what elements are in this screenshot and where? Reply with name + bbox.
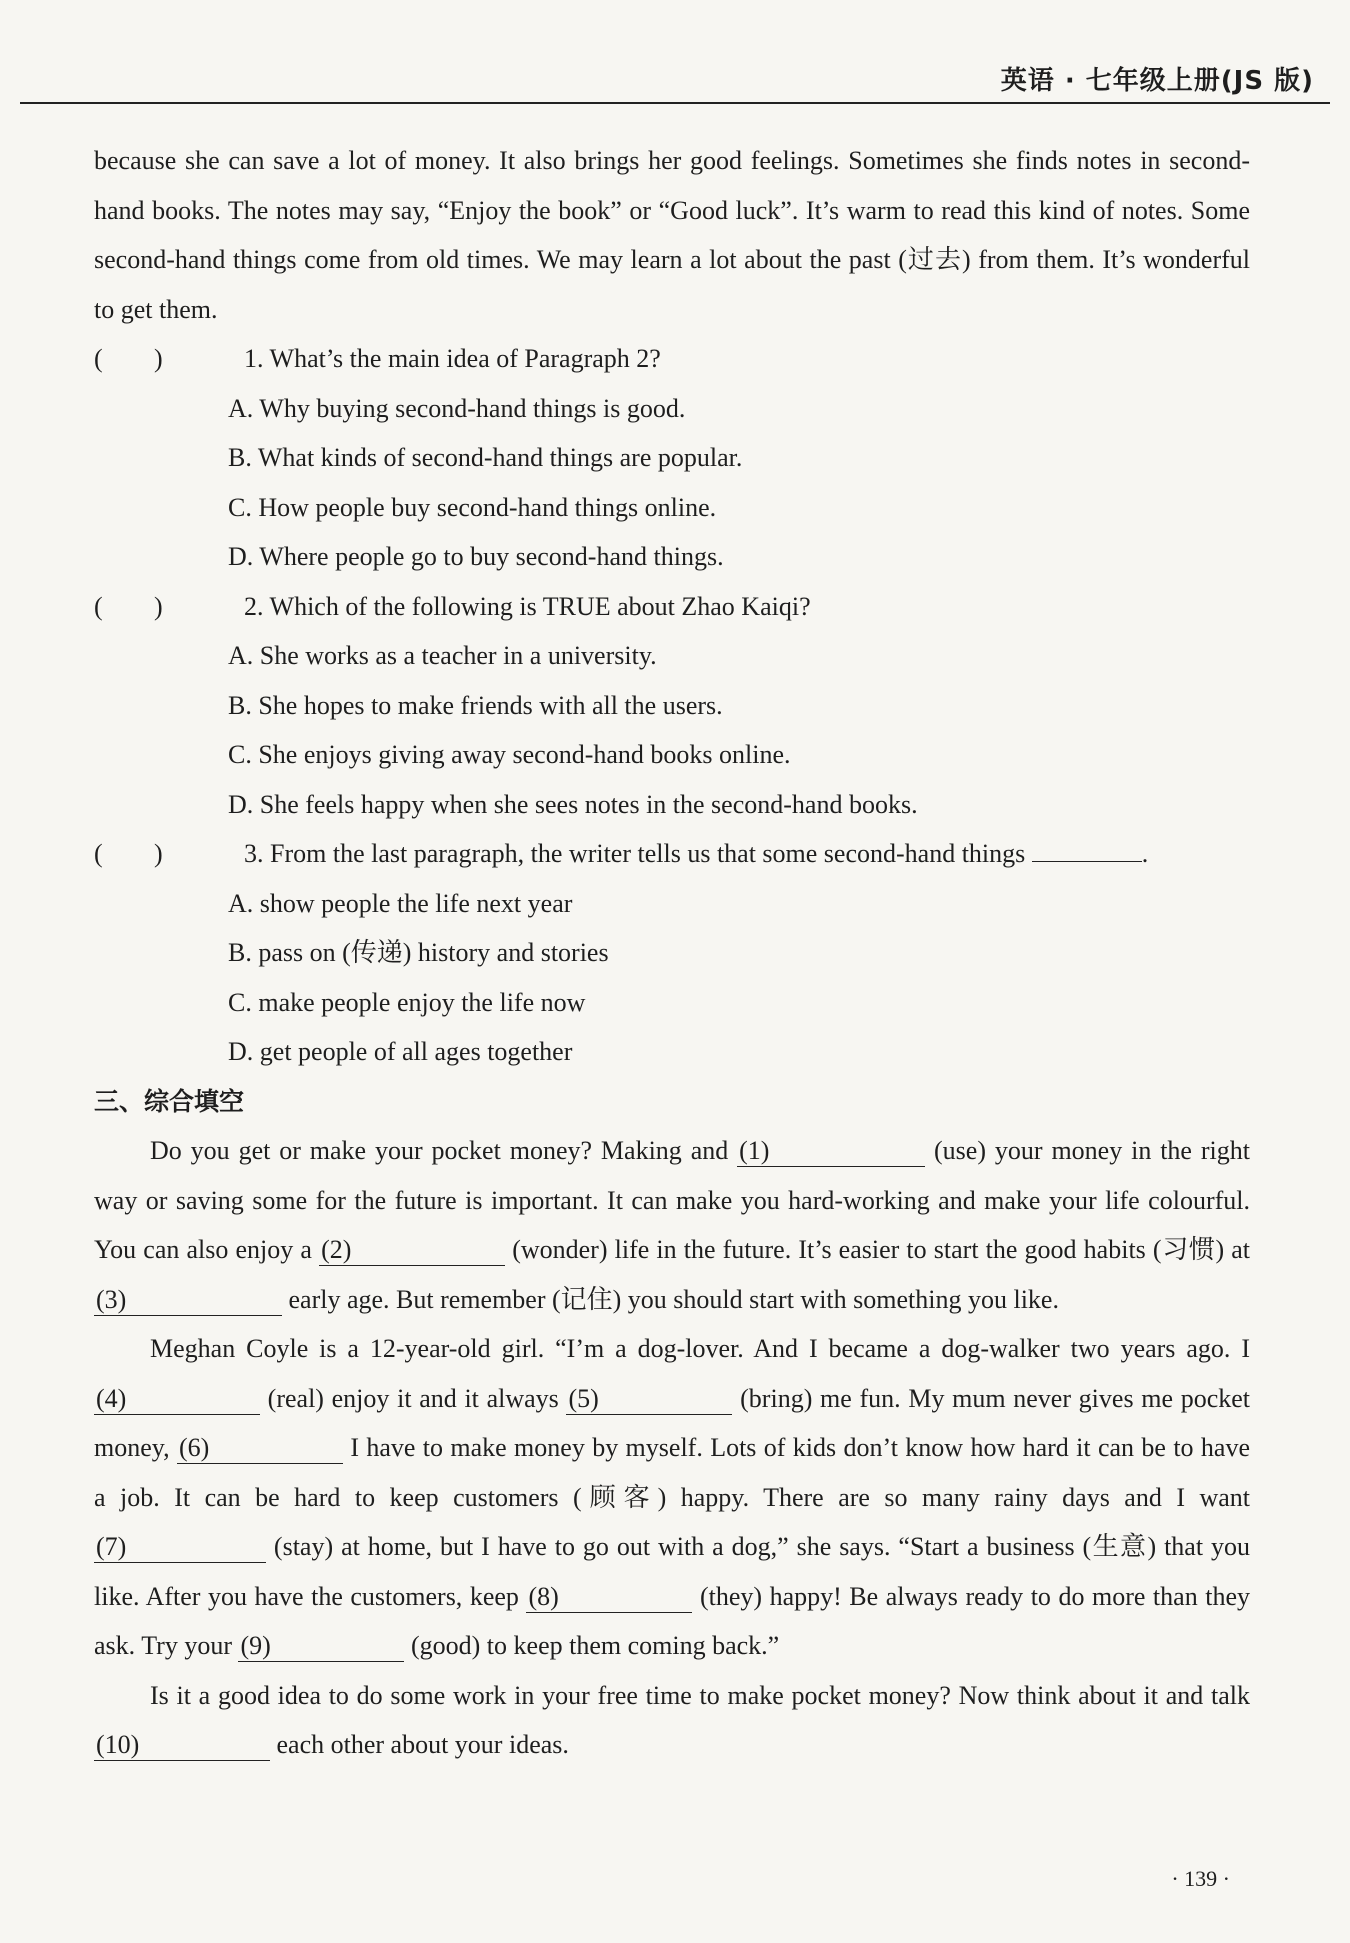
question-text-end: . <box>1141 839 1149 868</box>
option-c[interactable]: C. make people enjoy the life now <box>228 987 586 1017</box>
question-text: 1. What’s the main idea of Paragraph 2? <box>244 344 661 373</box>
option-d[interactable]: D. Where people go to buy second-hand things. <box>228 542 724 571</box>
option-a[interactable]: A. show people the life next year <box>228 888 573 918</box>
option-b[interactable]: B. She hopes to make friends with all the users. <box>228 690 723 720</box>
option-c[interactable]: C. She enjoys giving away second-hand books online. <box>228 740 791 769</box>
cloze-paragraph-3 <box>94 1671 1250 1770</box>
option-d[interactable]: D. get people of all ages together <box>228 1037 573 1066</box>
cloze-text: (wonder) life in the future. It’s easier to start the good habits (习惯) at <box>505 1235 1250 1264</box>
blank-number: (7) <box>96 1532 127 1561</box>
question-line <box>94 334 1250 384</box>
cloze-text: (real) enjoy it and it always <box>260 1383 567 1413</box>
blank-number: (3) <box>96 1284 127 1314</box>
blank-number: (6) <box>178 1433 210 1462</box>
blank-6[interactable] <box>177 1433 343 1464</box>
question-text: 2. Which of the following is TRUE about Zhao Kaiqi? <box>244 591 811 621</box>
question-line <box>94 829 1250 879</box>
cloze-text: Is it a good idea to do some work in your free time to make pocket money? Now think about it and talk <box>150 1680 1250 1710</box>
intro-paragraph: because she can save a lot of money. It also brings her good feelings. Sometimes she finds notes in second-hand books. The notes may say, “Enjoy the book” or “Good luck”. It’s warm to read this kind of notes. Some second-hand things come from old times. We may learn a lot about the past (过去) from them. It’s wonderful to get them. <box>94 146 1250 324</box>
answer-paren-close: ) <box>154 344 163 373</box>
blank-9[interactable] <box>238 1631 404 1662</box>
cloze-text: (good) to keep them coming back.” <box>404 1631 780 1660</box>
blank-number: (8) <box>528 1581 559 1611</box>
answer-blank[interactable] <box>1032 861 1142 862</box>
answer-paren-close: ) <box>154 591 163 621</box>
option-c[interactable]: C. How people buy second-hand things online. <box>228 492 717 522</box>
blank-number: (4) <box>96 1383 127 1413</box>
cloze-text: (they) happy! Be always ready to do more than they ask. Try your <box>94 1581 1250 1660</box>
header-title: 英语 · 七年级上册(JS 版) <box>1000 66 1314 96</box>
blank-4[interactable] <box>94 1384 260 1415</box>
blank-number: (5) <box>568 1383 599 1413</box>
question-2 <box>94 582 1250 830</box>
blank-number: (2) <box>321 1235 352 1264</box>
option-b[interactable]: B. What kinds of second-hand things are popular. <box>228 443 743 472</box>
blank-3[interactable] <box>94 1285 282 1316</box>
answer-paren-open[interactable]: ( <box>94 839 103 868</box>
cloze-text: I have to make money by myself. Lots of kids don’t know how hard it can be to have a job. It can be hard to keep customers (顾客) happy. There are so many rainy days and I want <box>94 1433 1250 1512</box>
page-content <box>94 136 1250 1770</box>
blank-number: (9) <box>240 1631 271 1660</box>
option-b[interactable]: B. pass on (传递) history and stories <box>228 938 609 967</box>
section-title: 三、综合填空 <box>94 1086 245 1116</box>
page-header <box>20 56 1330 104</box>
blank-7[interactable] <box>94 1532 266 1563</box>
blank-2[interactable] <box>319 1235 505 1266</box>
cloze-text: Do you get or make your pocket money? Making and <box>150 1136 738 1165</box>
option-a[interactable]: A. She works as a teacher in a university. <box>228 641 657 670</box>
question-3 <box>94 829 1250 1077</box>
answer-paren-open[interactable]: ( <box>94 344 103 373</box>
blank-1[interactable] <box>737 1136 925 1167</box>
cloze-text: early age. But remember (记住) you should start with something you like. <box>282 1284 1059 1314</box>
option-a[interactable]: A. Why buying second-hand things is good. <box>228 393 686 423</box>
blank-number: (10) <box>96 1730 140 1759</box>
cloze-text: (use) your money in the right way or saving some for the future is important. It can make you hard-working and make your life colourful. You can also enjoy a <box>94 1136 1250 1264</box>
question-line <box>94 582 1250 632</box>
cloze-text: (bring) me fun. My mum never gives me pocket money, <box>94 1383 1250 1462</box>
blank-8[interactable] <box>526 1582 692 1613</box>
blank-10[interactable] <box>94 1730 270 1761</box>
question-1 <box>94 334 1250 582</box>
blank-5[interactable] <box>566 1384 732 1415</box>
question-text: 3. From the last paragraph, the writer tells us that some second-hand things <box>244 839 1026 868</box>
cloze-text: each other about your ideas. <box>270 1730 569 1759</box>
answer-paren-open[interactable]: ( <box>94 591 103 621</box>
blank-number: (1) <box>739 1136 770 1165</box>
cloze-paragraph-2 <box>94 1324 1250 1671</box>
answer-paren-close: ) <box>154 839 163 868</box>
cloze-text: Meghan Coyle is a 12-year-old girl. “I’m a dog-lover. And I became a dog-walker two years ago. I <box>150 1334 1250 1363</box>
option-d[interactable]: D. She feels happy when she sees notes in the second-hand books. <box>228 789 918 819</box>
cloze-text: (stay) at home, but I have to go out with a dog,” she says. “Start a business (生意) that you like. After you have the customers, keep <box>94 1532 1250 1611</box>
page-number: · 139 · <box>1171 1866 1230 1891</box>
cloze-paragraph-1 <box>94 1126 1250 1324</box>
